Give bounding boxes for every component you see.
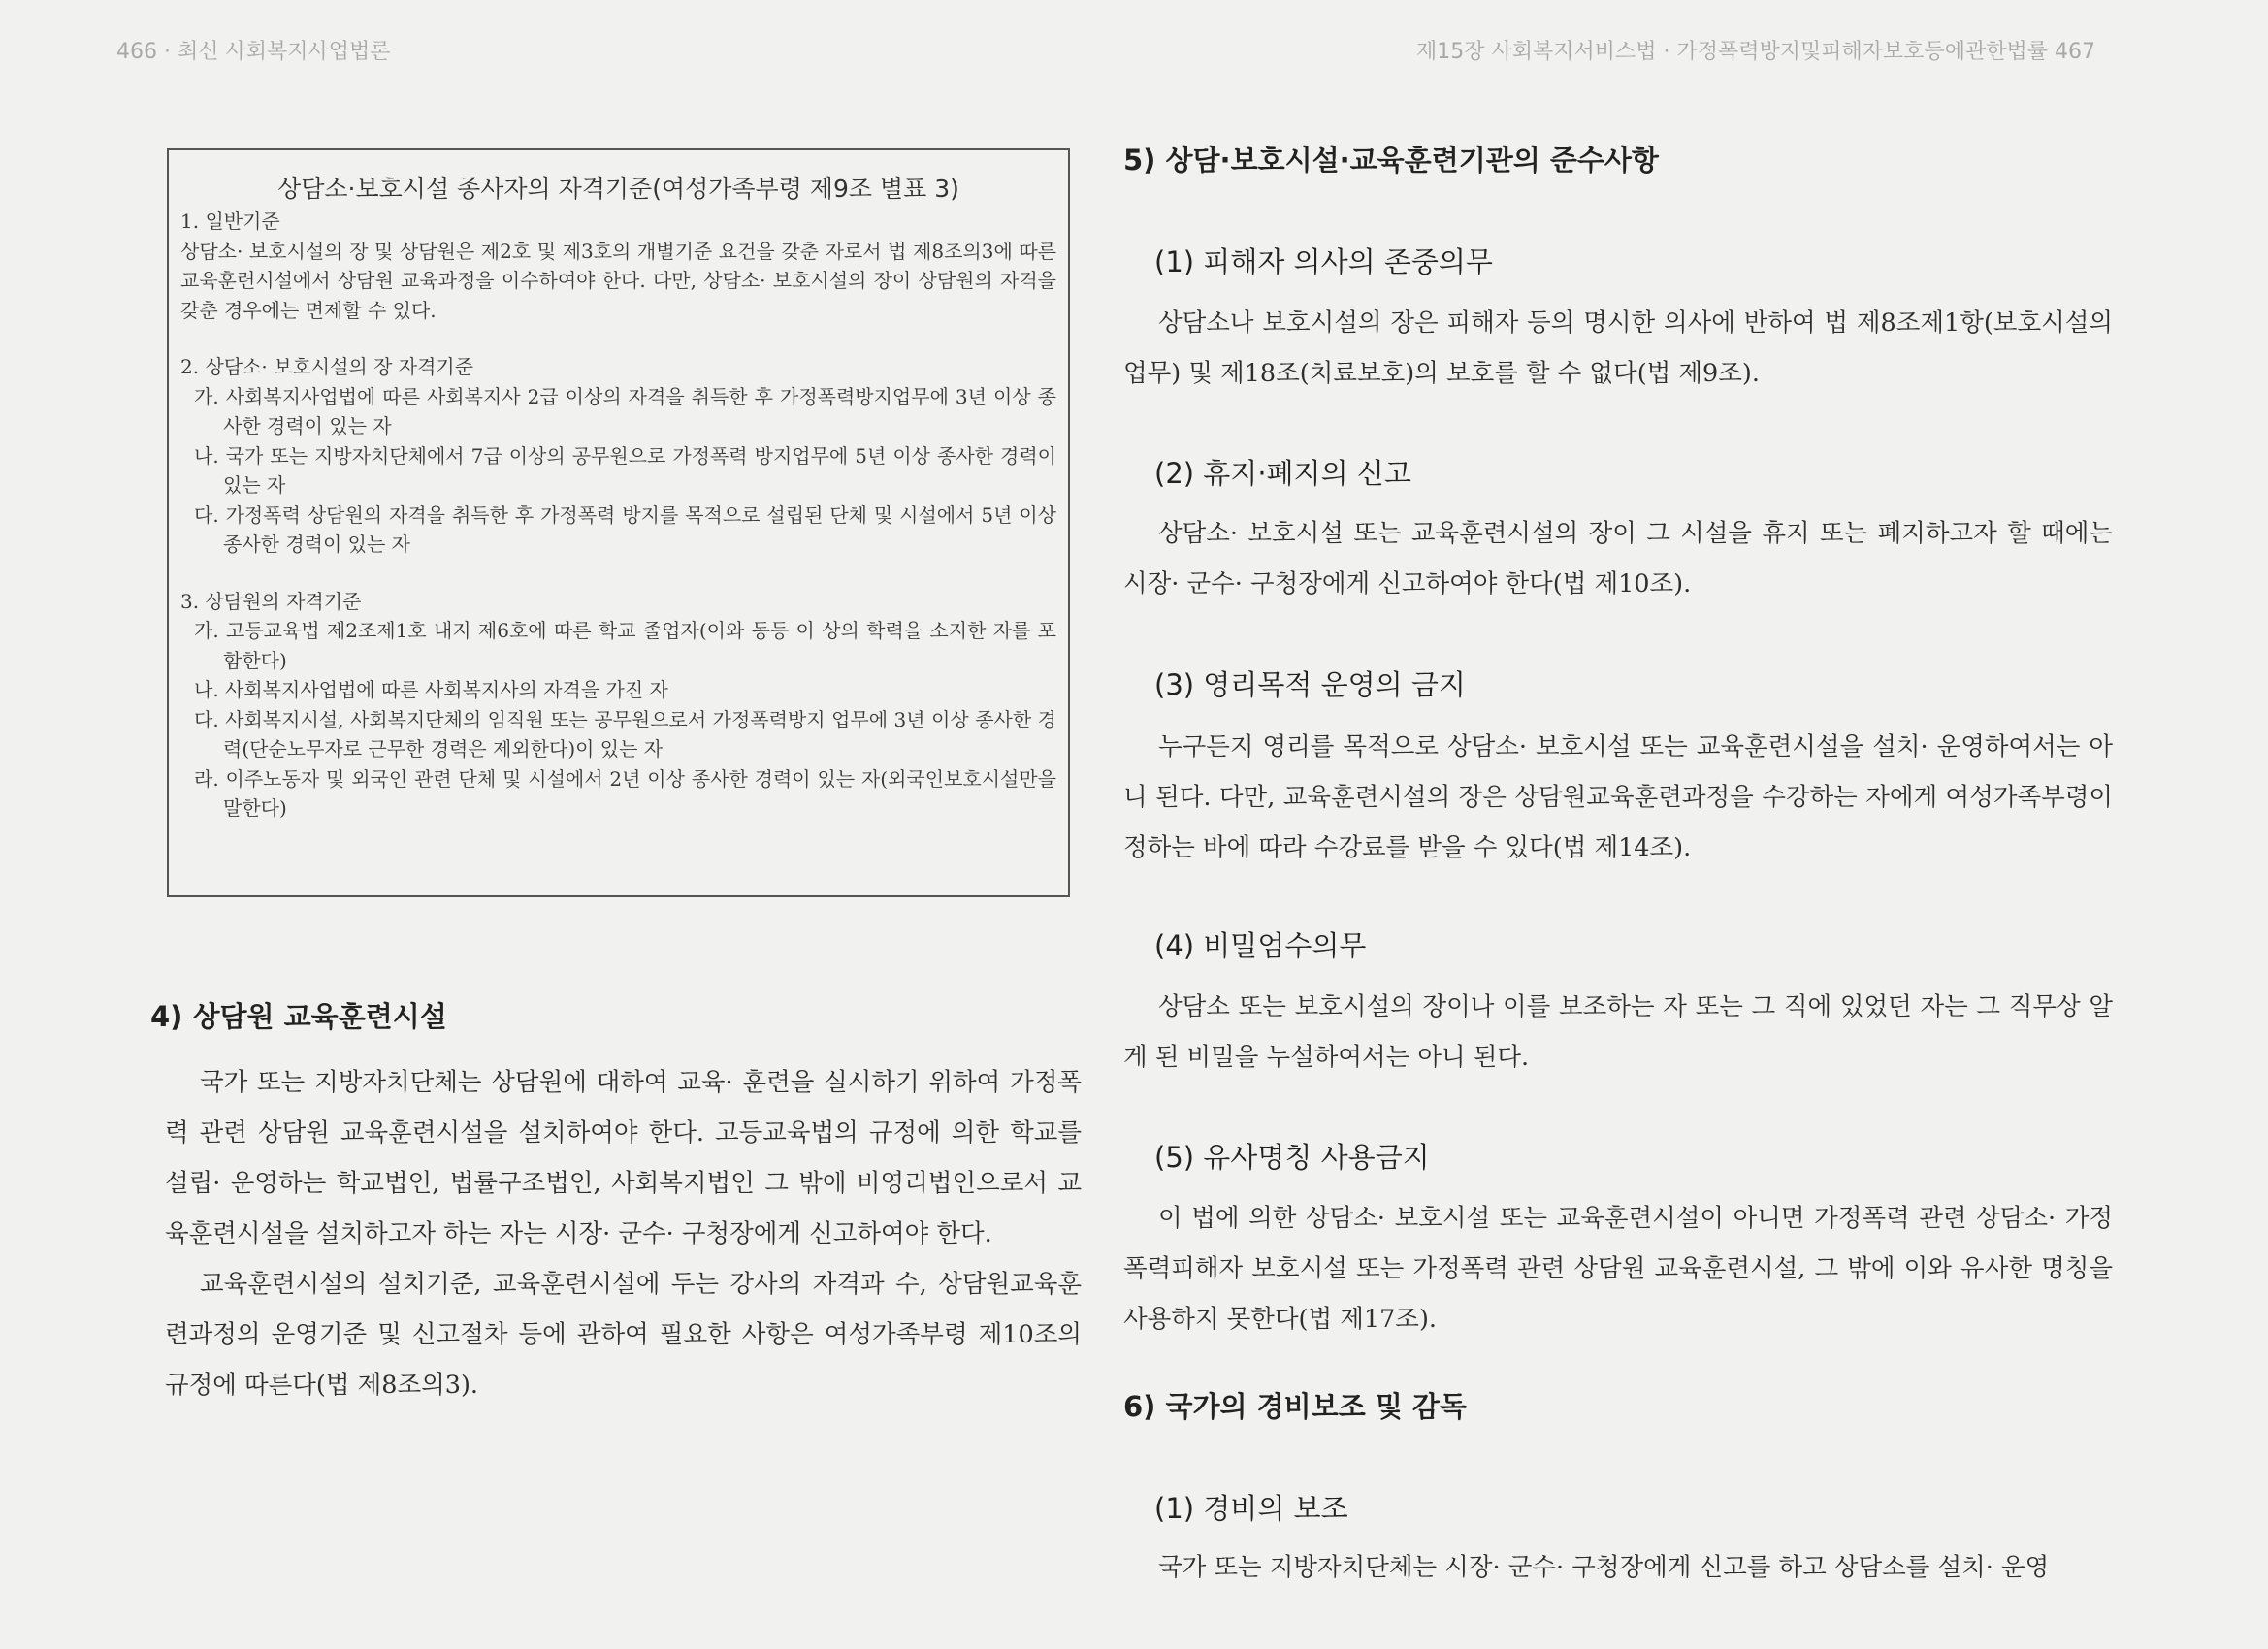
box-section-general <box>180 207 1056 325</box>
box-list-item: 다. 가정폭력 상담원의 자격을 취득한 후 가정폭력 방지를 목적으로 설립된 단체 및 시설에서 5년 이상 종사한 경력이 있는 자 <box>194 502 1056 556</box>
box-title: 상담소·보호시설 종사자의 자격기준(여성가족부령 제9조 별표 3) <box>277 175 959 203</box>
box-section-director <box>180 352 1056 560</box>
body-paragraph: 상담소· 보호시설 또는 교육훈련시설의 장이 그 시설을 휴지 또는 폐지하고자 할 때에는 시장· 군수· 구청장에게 신고하여야 한다(법 제10조). <box>1123 519 2113 598</box>
box-list-item: 나. 국가 또는 지방자치단체에서 7급 이상의 공무원으로 가정폭력 방지업무에 5년 이상 종사한 경력이 있는 자 <box>194 443 1056 497</box>
body-paragraph: 이 법에 의한 상담소· 보호시설 또는 교육훈련시설이 아니면 가정폭력 관련 상담소· 가정폭력피해자 보호시설 또는 가정폭력 관련 상담원 교육훈련시설, 그 밖에 이와 유사한 명칭을 사용하지 못한다(법 제17조). <box>1123 1204 2113 1334</box>
subsection-heading: (1) 경비의 보조 <box>1154 1492 1348 1525</box>
box-section-title: 1. 일반기준 <box>180 210 280 233</box>
box-section-title: 2. 상담소· 보호시설의 장 자격기준 <box>180 355 474 378</box>
section-6-heading: 6) 국가의 경비보조 및 감독 <box>1123 1390 1467 1423</box>
subsection-heading: (2) 휴지·폐지의 신고 <box>1154 457 1411 490</box>
subsection-heading: (1) 피해자 의사의 존중의무 <box>1154 245 1493 278</box>
box-list-item: 라. 이주노동자 및 외국인 관련 단체 및 시설에서 2년 이상 종사한 경력이 있는 자(외국인보호시설만을 말한다) <box>194 766 1056 820</box>
box-list-item: 나. 사회복지사업법에 따른 사회복지사의 자격을 가진 자 <box>194 678 668 701</box>
box-paragraph: 상담소· 보호시설의 장 및 상담원은 제2호 및 제3호의 개별기준 요건을 갖춘 자로서 법 제8조의3에 따른 교육훈련시설에서 상담원 교육과정을 이수하여야 한다. 다만, 상담소· 보호시설의 장이 상담원의 자격을 갖춘 경우에는 면제할 수 있다. <box>180 239 1056 322</box>
body-paragraph: 상담소나 보호시설의 장은 피해자 등의 명시한 의사에 반하여 법 제8조제1항(보호시설의 업무) 및 제18조(치료보호)의 보호를 할 수 없다(법 제9조). <box>1123 308 2113 388</box>
body-paragraph: 상담소 또는 보호시설의 장이나 이를 보조하는 자 또는 그 직에 있었던 자는 그 직무상 알게 된 비밀을 누설하여서는 아니 된다. <box>1123 992 2113 1072</box>
box-section-title: 3. 상담원의 자격기준 <box>180 589 362 613</box>
box-section-counselor <box>180 587 1056 824</box>
body-paragraph: 누구든지 영리를 목적으로 상담소· 보호시설 또는 교육훈련시설을 설치· 운영하여서는 아니 된다. 다만, 교육훈련시설의 장은 상담원교육훈련과정을 수강하는 자에게 여성가족부령이 정하는 바에 따라 수강료를 받을 수 있다(법 제14조). <box>1123 732 2113 862</box>
section-4-body <box>165 1057 1082 1410</box>
body-paragraph: 국가 또는 지방자치단체는 상담원에 대하여 교육· 훈련을 실시하기 위하여 가정폭력 관련 상담원 교육훈련시설을 설치하여야 한다. 고등교육법의 규정에 의한 학교를 설립· 운영하는 학교법인, 법률구조법인, 사회복지법인 그 밖에 비영리법인으로서 교육훈련시설을 설치하고자 하는 자는 시장· 군수· 구청장에게 신고하여야 한다. <box>165 1068 1082 1248</box>
box-list-item: 가. 사회복지사업법에 따른 사회복지사 2급 이상의 자격을 취득한 후 가정폭력방지업무에 3년 이상 종사한 경력이 있는 자 <box>194 384 1056 437</box>
section-5-heading: 5) 상담·보호시설·교육훈련기관의 준수사항 <box>1123 144 1659 177</box>
page-header <box>0 29 2268 68</box>
header-left-running-title: 466 · 최신 사회복지사업법론 <box>116 40 391 64</box>
box-list-item: 가. 고등교육법 제2조제1호 내지 제6호에 따른 학교 졸업자(이와 동등 이 상의 학력을 소지한 자를 포함한다) <box>194 619 1056 672</box>
subsection-heading: (3) 영리목적 운영의 금지 <box>1154 668 1466 701</box>
body-paragraph: 국가 또는 지방자치단체는 시장· 군수· 구청장에게 신고를 하고 상담소를 설치· 운영 <box>1158 1553 2050 1582</box>
qualification-box <box>167 148 1070 897</box>
section-4-heading: 4) 상담원 교육훈련시설 <box>150 1000 447 1033</box>
box-list-item: 다. 사회복지시설, 사회복지단체의 임직원 또는 공무원으로서 가정폭력방지 업무에 3년 이상 종사한 경력(단순노무자로 근무한 경력은 제외한다)이 있는 자 <box>194 707 1056 760</box>
body-paragraph: 교육훈련시설의 설치기준, 교육훈련시설에 두는 강사의 자격과 수, 상담원교육훈련과정의 운영기준 및 신고절차 등에 관하여 필요한 사항은 여성가족부령 제10조의 규정에 따른다(법 제8조의3). <box>165 1270 1082 1400</box>
subsection-heading: (5) 유사명칭 사용금지 <box>1154 1141 1430 1174</box>
header-right-running-title: 제15장 사회복지서비스법 · 가정폭력방지및피해자보호등에관한법률 467 <box>1415 40 2095 64</box>
subsection-heading: (4) 비밀엄수의무 <box>1154 929 1367 962</box>
